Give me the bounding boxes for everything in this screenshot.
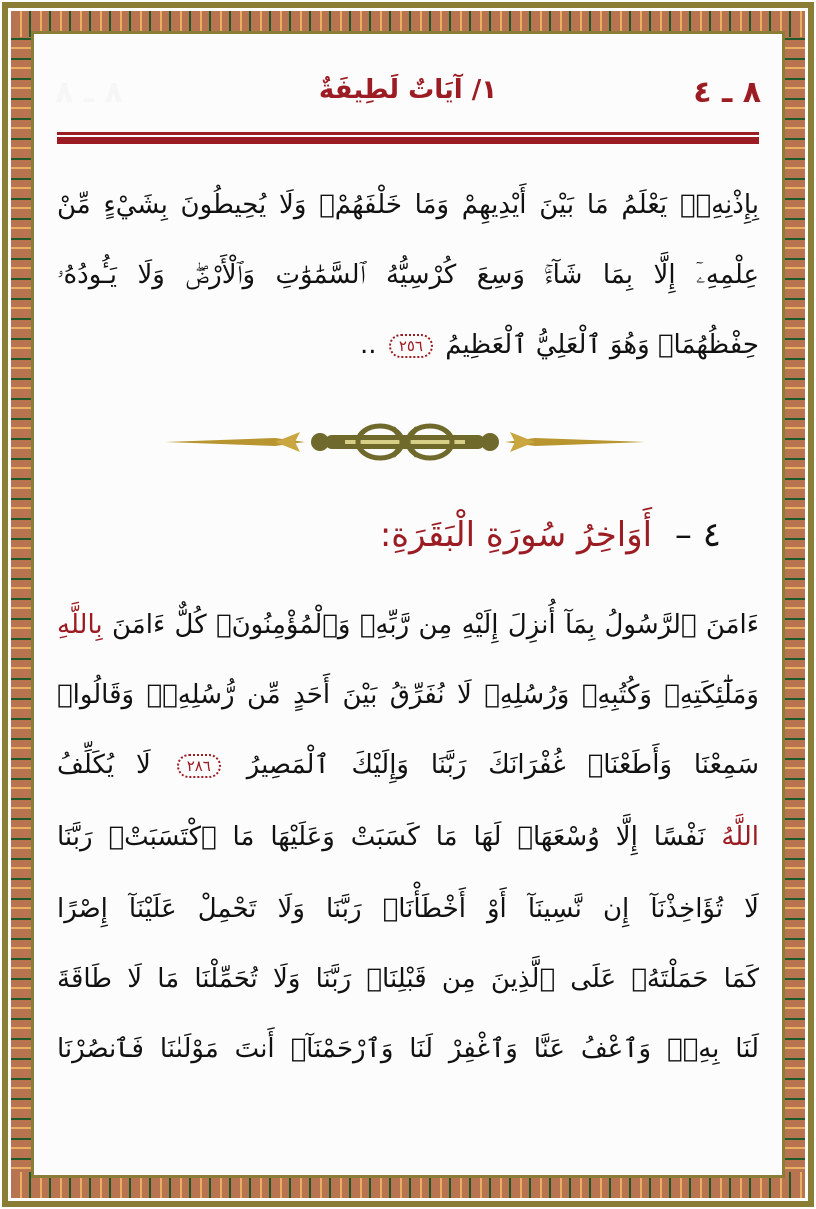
page-header	[55, 75, 761, 115]
text-line: كَمَا حَمَلْتَهُۥ عَلَى ٱلَّذِينَ مِن قَبْلِنَاۚ رَبَّنَا وَلَا تُحَمِّلْنَا مَا لَا طَاقَةَ	[57, 964, 759, 994]
divine-name-highlight: اللَّهُ	[721, 822, 760, 852]
faint-page-range: ٨ ـ ٨	[55, 75, 123, 110]
divine-name-highlight: بِاللَّهِ	[57, 610, 103, 640]
verse-number-marker: ٢٥٦	[389, 334, 433, 358]
verse-number-marker: ٢٨٦	[177, 754, 221, 778]
text-line: عِلْمِهِۦٓ إِلَّا بِمَا شَآءَۚ وَسِعَ كُرْسِيُّهُ ٱلسَّمَٰوَٰتِ وَٱلْأَرْضَۖ وَلَا يَـُٔودُهُۥ	[57, 260, 759, 290]
text-line	[57, 735, 759, 795]
header-rule-thin	[57, 132, 759, 135]
section-number: ٤ –	[674, 515, 721, 555]
verse-text: حِفْظُهُمَاۚ وَهُوَ ٱلْعَلِيُّ ٱلْعَظِيمُ	[445, 330, 759, 360]
text-line: بِإِذْنِهِۦۚ يَعْلَمُ مَا بَيْنَ أَيْدِيهِمْ وَمَا خَلْفَهُمْۖ وَلَا يُحِيطُونَ بِشَيْءٍ مِّنْ	[57, 190, 759, 220]
ellipsis: ..	[360, 330, 377, 360]
section-heading	[380, 505, 721, 565]
text-line: وَمَلَٰٓئِكَتِهِۦ وَكُتُبِهِۦ وَرُسُلِهِۦ لَا نُفَرِّقُ بَيْنَ أَحَدٍ مِّن رُّسُلِهِۦۚ وَقَالُوا۟	[57, 680, 759, 710]
text-line: لَا تُؤَاخِذْنَآ إِن نَّسِينَآ أَوْ أَخْطَأْنَاۚ رَبَّنَا وَلَا تَحْمِلْ عَلَيْنَآ إِصْرًا	[57, 894, 759, 924]
verse-text: سَمِعْنَا وَأَطَعْنَاۖ غُفْرَانَكَ رَبَّنَا وَإِلَيْكَ ٱلْمَصِيرُ	[246, 750, 759, 780]
text-line	[57, 807, 759, 867]
verse-text: نَفْسًا إِلَّا وُسْعَهَاۚ لَهَا مَا كَسَبَتْ وَعَلَيْهَا مَا ٱكْتَسَبَتْۗ رَبَّنَا	[57, 822, 706, 852]
header-rule-thick	[57, 137, 759, 144]
text-line: لَنَا بِهِۦۖ وَٱعْفُ عَنَّا وَٱغْفِرْ لَنَا وَٱرْحَمْنَآۚ أَنتَ مَوْلَىٰنَا فَٱنصُرْنَا	[57, 1034, 759, 1064]
section-title: أَوَاخِرُ سُورَةِ الْبَقَرَةِ:	[379, 515, 653, 555]
text-line	[57, 595, 759, 655]
page-content	[35, 35, 781, 1174]
page-range: ٨ ـ ٤	[693, 75, 761, 110]
verse-text: لَا يُكَلِّفُ	[57, 750, 151, 780]
text-line	[57, 315, 759, 375]
page-title: ١/ آيَاتٌ لَطِيفَةٌ	[318, 75, 498, 105]
ornament-divider-icon	[165, 420, 645, 465]
verse-text: ءَامَنَ ٱلرَّسُولُ بِمَآ أُنزِلَ إِلَيْهِ مِن رَّبِّهِۦ وَٱلْمُؤْمِنُونَۚ كُلٌّ ءَامَنَ	[112, 610, 760, 640]
